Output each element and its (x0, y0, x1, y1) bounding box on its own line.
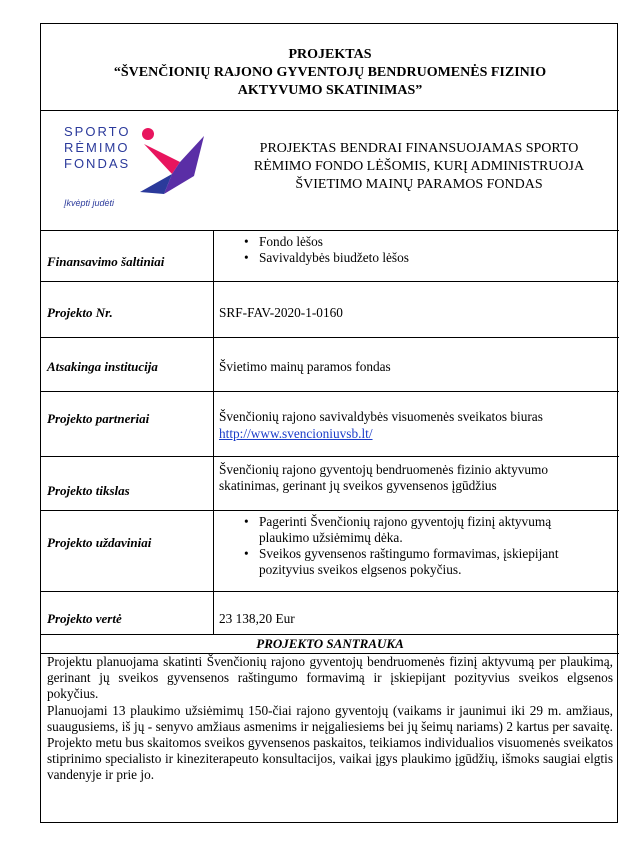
task2-line1: Sveikos gyvensenos raštingumo formavimas, įskiepijant (259, 546, 559, 561)
label-project-number: Projekto Nr. (47, 305, 113, 320)
logo-word-fondas: FONDAS (64, 156, 131, 171)
summary-paragraph-2: Planuojami 13 plaukimo užsiėmimų 150-čiai rajono gyventojų (vaikams ir jaunimui iki 29 m. amžiaus, suaugusiems, iš jų - senyvo amžiaus asmenims ir neįgaliesiems bei jų šeimų nariams) 2 kartus per savaitę. Projekto metu bus skaitomos sveikos gyvensenos paskaitos, teikiamos individualios visuomenės sveikatos stiprinimo specialisto ir kineziterapeuto konsultacijos, vaikai įgys plaukimo įgūdžių, išmoks saugiai elgtis vandenyje ir prie jo. (47, 702, 613, 783)
funding-line2: RĖMIMO FONDO LĖŠOMIS, KURĮ ADMINISTRUOJA (253, 159, 585, 174)
label-funding-sources: Finansavimo šaltiniai (47, 254, 165, 269)
list-item (219, 514, 614, 546)
row-divider (41, 510, 619, 511)
logo-tagline: Įkvėpti judėti (64, 198, 115, 208)
column-divider (213, 230, 214, 634)
project-value: 23 138,20 Eur (219, 611, 295, 626)
header-line3: AKTYVUMO SKATINIMAS” (237, 83, 423, 98)
row-divider (41, 337, 619, 338)
partners-value: Švenčionių rajono savivaldybės visuomenės sveikatos biuras (219, 409, 543, 424)
row-divider (41, 634, 619, 635)
summary-heading: PROJEKTO SANTRAUKA (256, 636, 404, 651)
summary-text (47, 654, 613, 784)
row-divider (41, 591, 619, 592)
row-divider (41, 281, 619, 282)
row-divider (41, 391, 619, 392)
label-tasks: Projekto uždaviniai (47, 535, 152, 550)
funding-line1: PROJEKTAS BENDRAI FINANSUOJAMAS SPORTO (259, 141, 579, 156)
funding-sources-list (219, 234, 614, 266)
list-item (219, 546, 614, 578)
label-goal: Projekto tikslas (47, 483, 130, 498)
goal-line1: Švenčionių rajono gyventojų bendruomenės fizinio aktyvumo (219, 462, 549, 477)
list-item: • Savivaldybės biudžeto lėšos (219, 250, 614, 266)
logo-mark-icon (134, 126, 206, 198)
task1-line1: Pagerinti Švenčionių rajono gyventojų fizinį aktyvumą (259, 514, 552, 529)
tasks-list (219, 514, 614, 578)
divider (41, 110, 619, 111)
goal-line2: skatinimas, gerinant jų sveikos gyvensenos įgūdžius (219, 478, 497, 493)
list-item: • Fondo lėšos (219, 234, 614, 250)
row-divider (41, 456, 619, 457)
summary-paragraph-1: Projektu planuojama skatinti Švenčionių rajono gyventojų bendruomenės fizinį aktyvumą per plaukimą, gerinant jų sveikos gyvensenos raštingumo formavimą ir įskiepijant pozityvius sveikos elgsenos pokyčius. (47, 654, 613, 702)
label-partners: Projekto partneriai (47, 411, 150, 426)
partners-link[interactable]: http://www.svencioniuvsb.lt/ (219, 426, 373, 441)
divider (41, 230, 619, 231)
project-number-value: SRF-FAV-2020-1-0160 (219, 305, 343, 320)
task1-line2: plaukimo užsiėmimų dėka. (259, 530, 403, 545)
logo-word-sporto: SPORTO (64, 124, 131, 139)
label-institution: Atsakinga institucija (47, 359, 158, 374)
logo-word-remimo: RĖMIMO (64, 140, 130, 155)
task2-line2: pozityvius sveikos elgsenos pokyčius. (259, 562, 462, 577)
label-project-value: Projekto vertė (47, 611, 122, 626)
sporto-remimo-fondas-logo (64, 124, 204, 214)
institution-value: Švietimo mainų paramos fondas (219, 359, 391, 374)
document-frame (40, 23, 618, 823)
header-line1: PROJEKTAS (288, 47, 372, 62)
funding-line3: ŠVIETIMO MAINŲ PARAMOS FONDAS (295, 177, 543, 192)
header-line2: “ŠVENČIONIŲ RAJONO GYVENTOJŲ BENDRUOMENĖS FIZINIO (113, 65, 547, 80)
